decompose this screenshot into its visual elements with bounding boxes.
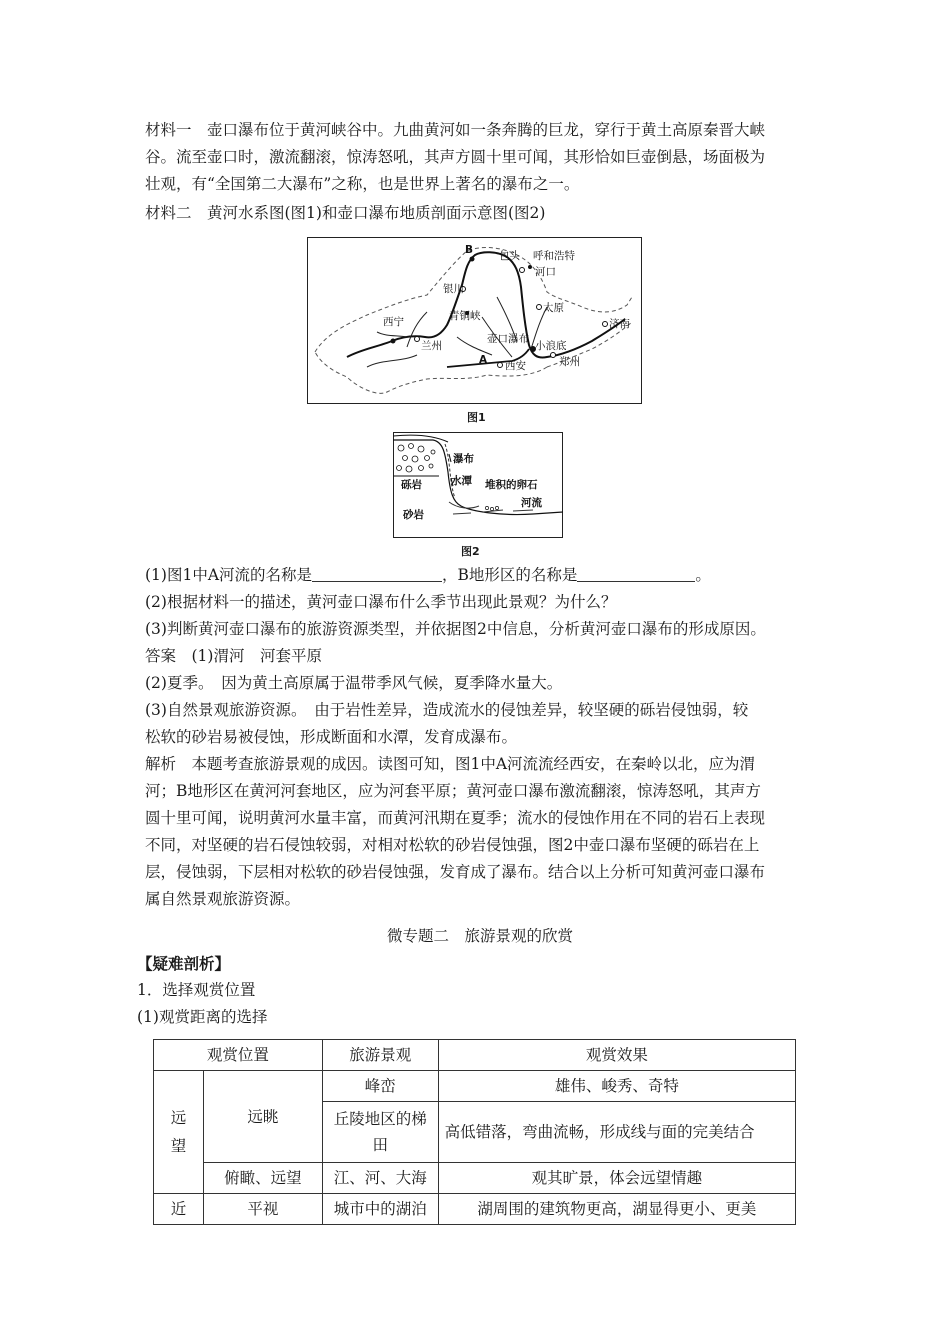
answer-3-line: (3)自然景观旅游资源。 由于岩性差异，造成流水的侵蚀差异，较坚硬的砾岩侵蚀弱，较 xyxy=(145,701,749,719)
table-cell-far: 远望 xyxy=(154,1071,204,1194)
item-1-heading: 1．选择观赏位置 xyxy=(137,981,256,999)
map-label-a: A xyxy=(479,354,488,366)
section-label-heliu: 河流 xyxy=(521,497,542,509)
section-label-shayan: 砂岩 xyxy=(403,509,424,521)
map-label-taiyuan: 太原 xyxy=(543,302,564,314)
map-label-xining: 西宁 xyxy=(383,316,404,328)
map-label-zhengzhou: 郑州 xyxy=(559,356,580,368)
figure-1-map xyxy=(307,237,642,404)
table-row xyxy=(154,1163,796,1194)
map-label-hukou: 壶口瀑布 xyxy=(487,333,529,345)
answer-blank-a[interactable] xyxy=(312,566,442,582)
table-cell-near: 近 xyxy=(154,1194,204,1225)
table-cell-fengluan-effect: 雄伟、峻秀、奇特 xyxy=(438,1071,795,1102)
map-label-jinan: 济南 xyxy=(609,318,630,330)
map-label-baotou: 包头 xyxy=(499,250,520,262)
figure-1-caption: 图1 xyxy=(467,411,486,424)
table-header: 观赏位置 xyxy=(154,1040,323,1071)
hukou-section-diagram xyxy=(393,432,563,538)
item-1-1-heading: (1)观赏距离的选择 xyxy=(137,1008,268,1026)
answer-3-line: 松软的砂岩易被侵蚀，形成断面和水潭，发育成瀑布。 xyxy=(145,728,518,746)
yellow-river-map xyxy=(307,237,642,404)
section-label-shuitan: 水潭 xyxy=(451,475,472,487)
table-cell-pingshi: 平视 xyxy=(203,1194,322,1225)
table-cell-fengluan: 峰峦 xyxy=(322,1071,438,1102)
question-1-a: (1)图1中A河流的名称是 xyxy=(145,566,313,584)
answer xyxy=(145,643,815,751)
question-1 xyxy=(145,562,815,589)
analysis-line: 属自然景观旅游资源。 xyxy=(145,890,301,908)
map-label-b: B xyxy=(465,244,474,256)
table-header: 观赏效果 xyxy=(438,1040,795,1071)
material-two xyxy=(145,200,815,227)
analysis-line: 圆十里可闻，说明黄河水量丰富，而黄河汛期在夏季；流水的侵蚀作用在不同的岩石上表现 xyxy=(145,809,766,827)
difficulty-heading: 【疑难剖析】 xyxy=(137,954,231,973)
difficulty-section xyxy=(137,950,815,1031)
question-1-b: ，B地形区的名称是 xyxy=(442,566,578,584)
answer-2: (2)夏季。 因为黄土高原属于温带季风气候，夏季降水量大。 xyxy=(145,674,563,692)
figure-2-section xyxy=(393,432,563,538)
material-one xyxy=(145,117,815,198)
map-label-huhehaote: 呼和浩特 xyxy=(533,250,575,262)
table-row xyxy=(154,1071,796,1102)
analysis-line: 层，侵蚀弱，下层相对松软的砂岩侵蚀强，发育成了瀑布。结合以上分析可知黄河壶口瀑布 xyxy=(145,863,766,881)
analysis-line: 河；B地形区在黄河河套地区，应为河套平原；黄河壶口瀑布激流翻滚，惊涛怒吼，其声方 xyxy=(145,782,761,800)
map-label-lanzhou: 兰州 xyxy=(421,340,442,352)
table-header: 旅游景观 xyxy=(322,1040,438,1071)
section-title: 微专题二 旅游景观的欣赏 xyxy=(386,927,573,945)
analysis-line: 解析 本题考查旅游景观的成因。读图可知，图1中A河流流经西安，在秦岭以北，应为渭 xyxy=(145,755,756,773)
answer-blank-b[interactable] xyxy=(577,566,695,582)
table-cell-fukan: 俯瞰、远望 xyxy=(203,1163,322,1194)
section-label-liyan: 砾岩 xyxy=(401,479,422,491)
section-label-pubu: 瀑布 xyxy=(453,453,474,465)
table-cell-yuantiao: 远眺 xyxy=(203,1071,322,1163)
map-label-qingtongxia: 青铜峡 xyxy=(449,310,481,322)
table-cell-hubo-effect: 湖周围的建筑物更高，湖显得更小、更美 xyxy=(438,1194,795,1225)
material-one-line: 材料一 壶口瀑布位于黄河峡谷中。九曲黄河如一条奔腾的巨龙，穿行于黄土高原秦晋大峡 xyxy=(145,121,766,139)
map-label-xian: 西安 xyxy=(505,360,526,372)
table-cell-titian-effect: 高低错落，弯曲流畅，形成线与面的完美结合 xyxy=(438,1102,795,1163)
table-row xyxy=(154,1194,796,1225)
questions xyxy=(145,562,815,643)
material-one-line: 壮观，有“全国第二大瀑布”之称，也是世界上著名的瀑布之一。 xyxy=(145,175,580,193)
question-2: (2)根据材料一的描述，黄河壶口瀑布什么季节出现此景观？为什么？ xyxy=(145,593,617,611)
table-cell-hubo: 城市中的湖泊 xyxy=(322,1194,438,1225)
question-1-c: 。 xyxy=(695,566,711,584)
table-cell-jianghai: 江、河、大海 xyxy=(322,1163,438,1194)
map-label-xiaolangdi: 小浪底 xyxy=(535,340,567,352)
analysis-line: 不同，对坚硬的岩石侵蚀较弱，对相对松软的砂岩侵蚀强，图2中壶口瀑布坚硬的砾岩在上 xyxy=(145,836,760,854)
material-one-line: 谷。流至壶口时，激流翻滚，惊涛怒吼，其声方圆十里可闻，其形恰如巨壶倒悬，场面极为 xyxy=(145,148,766,166)
table-cell-jianghai-effect: 观其旷景，体会远望情趣 xyxy=(438,1163,795,1194)
table-cell-titian: 丘陵地区的梯田 xyxy=(322,1102,438,1163)
answer-1: 答案 (1)渭河 河套平原 xyxy=(145,647,322,665)
analysis xyxy=(145,751,815,913)
map-label-hekou: 河口 xyxy=(535,266,556,278)
map-label-yinchuan: 银川 xyxy=(443,283,464,295)
viewing-distance-table xyxy=(153,1039,796,1225)
section-label-luanshi: 堆积的卵石 xyxy=(485,479,538,491)
figure-2-caption: 图2 xyxy=(461,545,480,558)
question-3: (3)判断黄河壶口瀑布的旅游资源类型，并依据图2中信息，分析黄河壶口瀑布的形成原因。 xyxy=(145,620,766,638)
table-header-row xyxy=(154,1040,796,1071)
material-two-line: 材料二 黄河水系图(图1)和壶口瀑布地质剖面示意图(图2) xyxy=(145,204,546,222)
